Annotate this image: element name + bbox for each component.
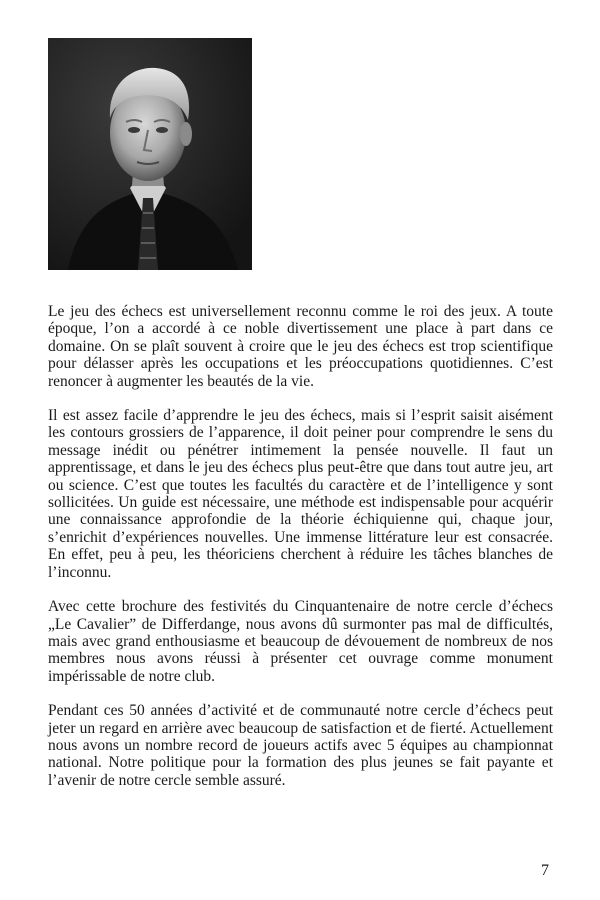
portrait-photo-icon	[48, 38, 252, 270]
paragraph-2: Il est assez facile d’apprendre le jeu des échecs, mais si l’esprit saisit aisément les contours grossiers de l’apparence, il doit peiner pour comprendre le sens du message inédit ou pénétrer intimement la pensée nouvelle. Il faut un apprentissage, et dans le jeu des échecs plus peut-être que dans tout autre jeu, art ou science. C’est que toutes les facultés du caractère et de l’intelligence y sont sollicitées. Un guide est nécessaire, une méthode est indispensable pour acquérir une connaissance approfondie de la théorie échiquienne qui, chaque jour, s’enrichit d’expériences nouvelles. Une immense littérature leur est consacrée. En effet, peu à peu, les théoriciens cherchent à réduire les tâches blanches de l’inconnu.	[48, 407, 553, 581]
paragraph-1: Le jeu des échecs est universellement reconnu comme le roi des jeux. A toute époque, l’on a accordé à ce noble divertissement une place à part dans ce domaine. On se plaît souvent à croire que le jeu des échecs est trop scientifique pour délasser après les occupations et les préoccupations quotidiennes. C’est renoncer à augmenter les beautés de la vie.	[48, 303, 553, 390]
body-text	[48, 303, 553, 806]
paragraph-3: Avec cette brochure des festivités du Cinquantenaire de notre cercle d’échecs „Le Cavalier” de Differdange, nous avons dû surmonter pas mal de difficultés, mais avec grand enthousiasme et beaucoup de dévouement de nombreux de nos membres nous avons réussi à présenter cet ouvrage comme monument impérissable de notre club.	[48, 598, 553, 685]
page-number: 7	[541, 862, 549, 879]
paragraph-4: Pendant ces 50 années d’activité et de communauté notre cercle d’échecs peut jeter un regard en arrière avec beaucoup de satisfaction et de fierté. Actuellement nous avons un nombre record de joueurs actifs avec 5 équipes au championnat national. Notre politique pour la formation des plus jeunes se fait payante et l’avenir de notre cercle semble assuré.	[48, 702, 553, 789]
portrait-photo	[48, 38, 252, 270]
